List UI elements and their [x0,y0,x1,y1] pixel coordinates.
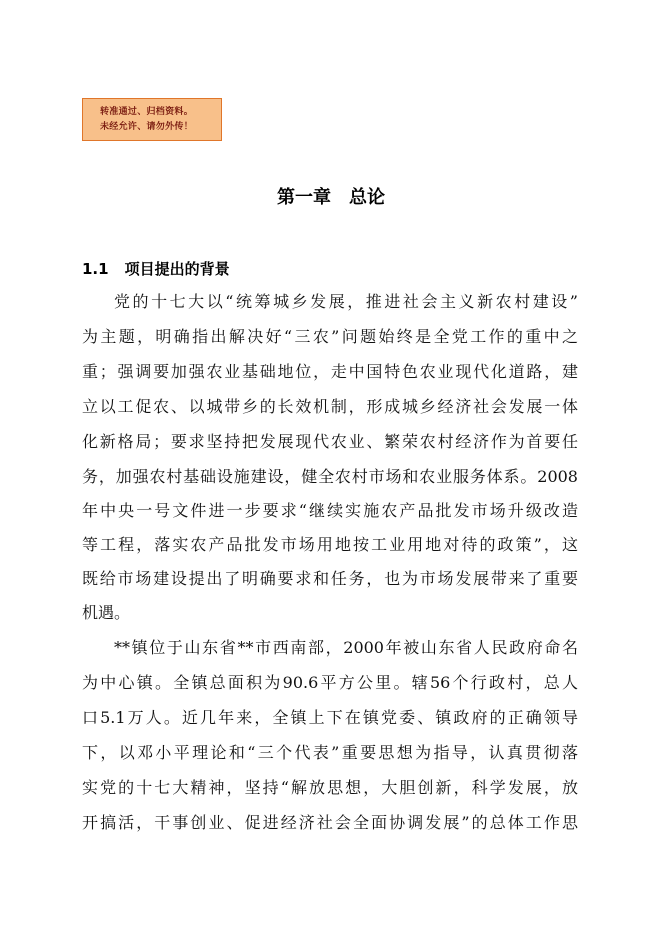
paragraph-1-line-6: 务，加强农村基础设施建设，健全农村市场和农业服务体系。2008 [82,467,578,486]
chapter-title [0,187,662,209]
paragraph-2-line-5: 实党的十七大精神，坚持“解放思想，大胆创新，科学发展，放 [82,778,578,797]
section-heading [82,259,230,279]
paragraph-2-line-6: 开搞活，干事创业、促进经济社会全面协调发展”的总体工作思 [82,813,578,832]
paragraph-2-line-1: **镇位于山东省**市西南部，2000年被山东省人民政府命名 [114,638,578,657]
paragraph-1-line-5: 化新格局；要求坚持把发展现代农业、繁荣农村经济作为首要任 [82,432,578,451]
paragraph-1-line-2: 为主题，明确指出解决好“三农”问题始终是全党工作的重中之 [82,327,578,346]
paragraph-1-line-3: 重；强调要加强农业基础地位，走中国特色农业现代化道路，建 [82,362,578,381]
paragraph-1-line-8: 等工程，落实农产品批发市场用地按工业用地对待的政策”，这 [82,535,578,554]
paragraph-2-line-2: 为中心镇。全镇总面积为90.6平方公里。辖56个行政村，总人 [82,673,578,692]
paragraph-2-line-4: 下，以邓小平理论和“三个代表”重要思想为指导，认真贯彻落 [82,743,578,762]
paragraph-1-line-10: 机遇。 [82,603,131,622]
stamp-line-1: 转准通过、归档资料。 [100,107,194,117]
paragraph-1-line-7: 年中央一号文件进一步要求“继续实施农产品批发市场升级改造 [82,501,578,520]
paragraph-1-line-4: 立以工促农、以城带乡的长效机制，形成城乡经济社会发展一体 [82,397,578,416]
confidential-stamp [82,98,222,141]
chapter-name: 总论 [349,187,385,208]
paragraph-2-line-3: 口5.1万人。近几年来，全镇上下在镇党委、镇政府的正确领导 [82,708,578,727]
section-number: 1.1 [82,260,109,278]
section-title: 项目提出的背景 [124,260,230,278]
paragraph-1-line-1: 党的十七大以“统筹城乡发展，推进社会主义新农村建设” [114,292,578,311]
chapter-number: 第一章 [277,187,331,208]
stamp-line-2: 未经允许、请勿外传！ [100,122,194,132]
paragraph-1-line-9: 既给市场建设提出了明确要求和任务，也为市场发展带来了重要 [82,569,578,588]
